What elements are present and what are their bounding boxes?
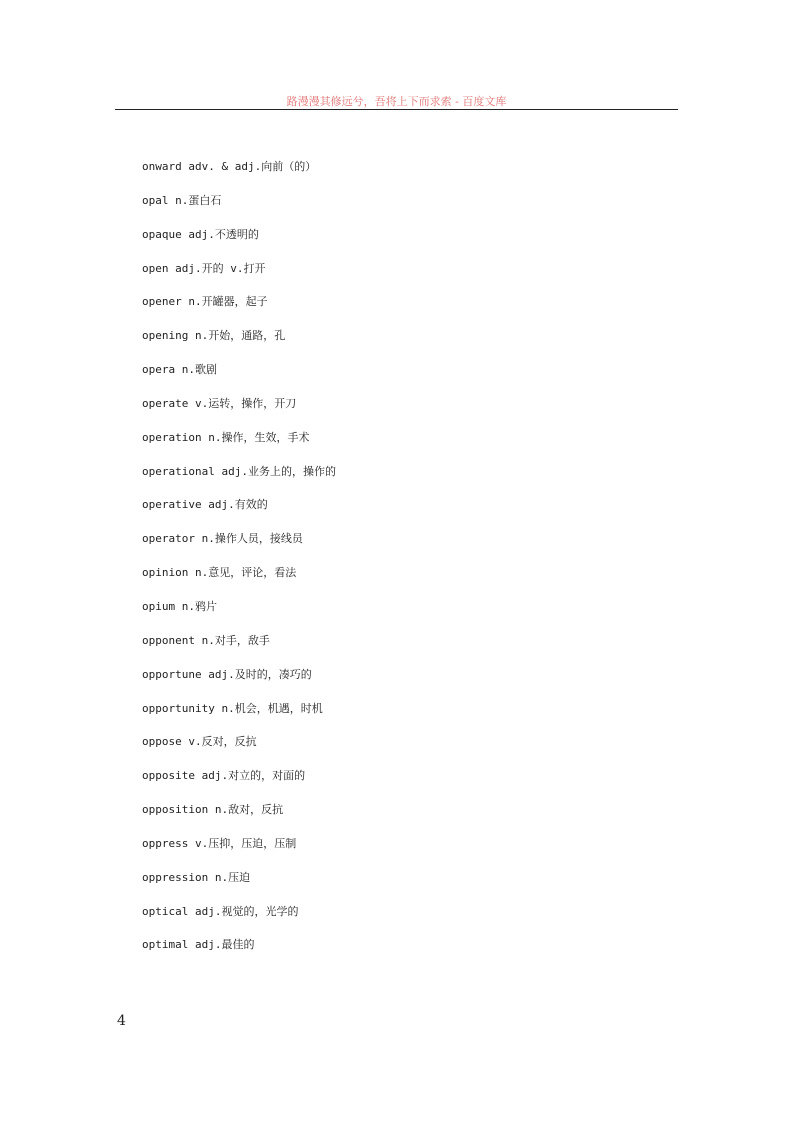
vocabulary-entry: [142, 765, 642, 799]
vocabulary-entry: [142, 799, 642, 833]
entry-text: optical adj.视觉的，光学的: [142, 904, 299, 918]
entry-text: optimal adj.最佳的: [142, 938, 255, 952]
entry-text: opportunity n.机会，机遇，时机: [142, 701, 323, 715]
vocabulary-entry: [142, 224, 642, 258]
entry-text: opera n.歌剧: [142, 363, 217, 377]
entry-text: open adj.开的 v.打开: [142, 261, 266, 275]
page-number: 4: [117, 1013, 126, 1029]
vocabulary-entry: [142, 258, 642, 292]
vocabulary-entry: [142, 156, 642, 190]
vocabulary-entry: [142, 325, 642, 359]
vocabulary-entry: [142, 867, 642, 901]
vocabulary-entry: [142, 698, 642, 732]
vocabulary-entry: [142, 291, 642, 325]
entry-text: opposite adj.对立的，对面的: [142, 769, 306, 783]
vocabulary-entry: [142, 494, 642, 528]
vocabulary-entry: [142, 731, 642, 765]
entry-text: operator n.操作人员，接线员: [142, 532, 303, 546]
vocabulary-entry: [142, 901, 642, 935]
vocabulary-entry: [142, 190, 642, 224]
vocabulary-entry: [142, 562, 642, 596]
page-header: 路漫漫其修远兮，吾将上下而求索 - 百度文库: [286, 95, 507, 108]
vocabulary-entry: [142, 359, 642, 393]
vocabulary-entry: [142, 934, 642, 968]
entry-text: oppose v.反对，反抗: [142, 735, 257, 749]
entry-text: opium n.鸦片: [142, 599, 217, 613]
vocabulary-entry: [142, 630, 642, 664]
entry-text: onward adv. & adj.向前（的）: [142, 160, 317, 173]
entry-text: operational adj.业务上的，操作的: [142, 464, 336, 478]
vocabulary-entry: [142, 528, 642, 562]
vocabulary-entry: [142, 833, 642, 867]
entry-text: opal n.蛋白石: [142, 193, 222, 207]
entry-text: opening n.开始，通路，孔: [142, 329, 286, 343]
entry-text: opponent n.对手，敌手: [142, 633, 270, 647]
entry-text: oppress v.压抑，压迫，压制: [142, 836, 297, 850]
entry-text: opener n.开罐器，起子: [142, 295, 268, 309]
vocabulary-entry: [142, 427, 642, 461]
entry-text: operative adj.有效的: [142, 498, 268, 512]
entry-text: opposition n.敌对，反抗: [142, 803, 284, 817]
vocabulary-entry: [142, 596, 642, 630]
vocabulary-entry: [142, 664, 642, 698]
entry-text: oppression n.压迫: [142, 870, 251, 884]
header-divider: [115, 109, 678, 110]
entry-text: opinion n.意见，评论，看法: [142, 566, 297, 580]
entry-text: opaque adj.不透明的: [142, 227, 259, 241]
entry-text: operation n.操作，生效，手术: [142, 430, 310, 444]
entry-text: opportune adj.及时的，凑巧的: [142, 667, 312, 681]
entry-text: operate v.运转，操作，开刀: [142, 396, 297, 410]
vocabulary-entry: [142, 393, 642, 427]
vocabulary-entry: [142, 461, 642, 495]
vocabulary-list: [142, 156, 642, 968]
